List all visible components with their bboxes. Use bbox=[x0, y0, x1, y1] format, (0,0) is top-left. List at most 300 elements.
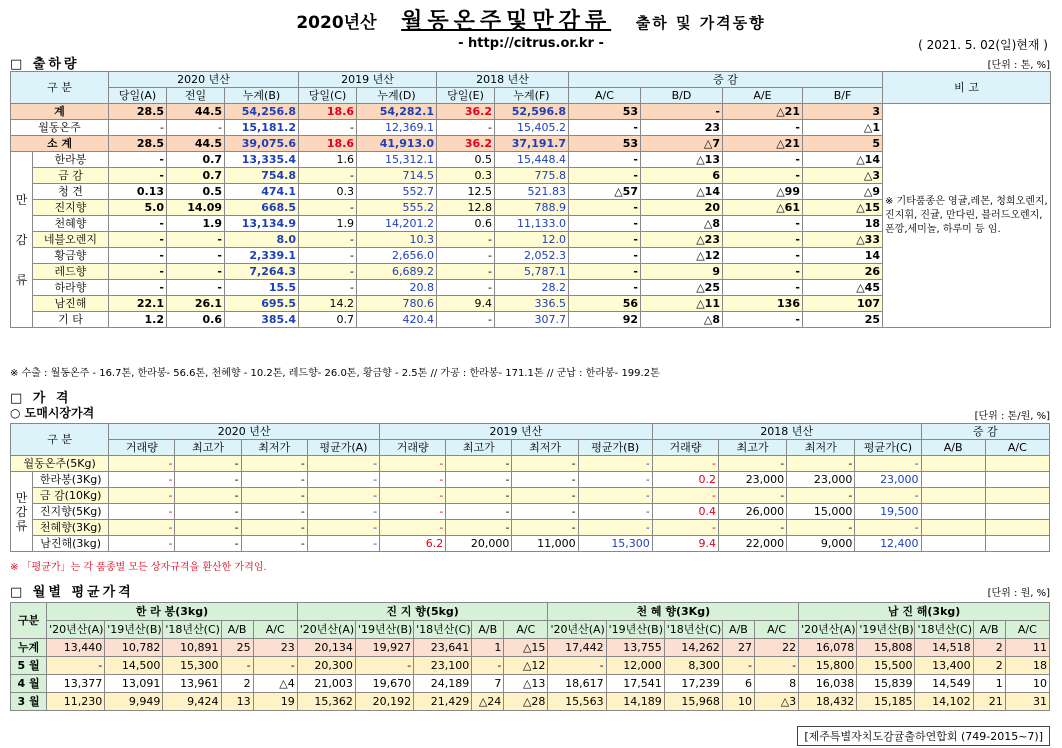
data-cell: 0.5 bbox=[167, 184, 225, 200]
data-cell: 0.6 bbox=[437, 216, 495, 232]
data-cell: 15,405.2 bbox=[495, 120, 569, 136]
data-cell: 28.5 bbox=[109, 136, 167, 152]
group-char: 감 bbox=[15, 504, 28, 519]
data-cell: 5,787.1 bbox=[495, 264, 569, 280]
data-cell: - bbox=[652, 456, 718, 472]
row-label: 네블오렌지 bbox=[33, 232, 109, 248]
data-cell: 14.2 bbox=[299, 296, 357, 312]
header-2020: 2020 년산 bbox=[109, 72, 299, 88]
data-cell: - bbox=[241, 472, 307, 488]
data-cell: 24,189 bbox=[414, 675, 472, 693]
month-label: 누계 bbox=[11, 639, 47, 657]
data-cell: - bbox=[299, 280, 357, 296]
data-cell: 20.8 bbox=[357, 280, 437, 296]
column-header: 거래량 bbox=[652, 440, 718, 456]
data-cell: △3 bbox=[754, 693, 798, 711]
table-row bbox=[11, 520, 1050, 536]
document-subtitle: 출하 및 가격동향 bbox=[635, 14, 766, 32]
row-label: 소 계 bbox=[11, 136, 109, 152]
data-cell: - bbox=[109, 248, 167, 264]
data-cell: 26.1 bbox=[167, 296, 225, 312]
data-cell: 0.6 bbox=[167, 312, 225, 328]
data-cell: 14,201.2 bbox=[357, 216, 437, 232]
data-cell: 44.5 bbox=[167, 104, 225, 120]
column-header: 전일 bbox=[167, 88, 225, 104]
data-cell: - bbox=[299, 232, 357, 248]
column-header: '20년산(A) bbox=[548, 621, 606, 639]
data-cell: - bbox=[569, 280, 641, 296]
row-label: 월동온주 bbox=[11, 120, 109, 136]
data-cell: - bbox=[241, 504, 307, 520]
column-header: '20년산(A) bbox=[47, 621, 105, 639]
data-cell: 10,782 bbox=[105, 639, 163, 657]
column-header: A/B bbox=[722, 621, 754, 639]
section-shipment-title: □ 출하량 bbox=[10, 57, 80, 72]
column-header: 평균가(C) bbox=[855, 440, 921, 456]
column-header: 최저가 bbox=[787, 440, 855, 456]
column-header: 최고가 bbox=[175, 440, 241, 456]
header-change: 증 감 bbox=[921, 424, 1049, 440]
section-shipment-unit: [단위 : 톤, %] bbox=[987, 60, 1050, 71]
data-cell: 8,300 bbox=[664, 657, 722, 675]
data-cell: 37,191.7 bbox=[495, 136, 569, 152]
data-cell: 15,000 bbox=[787, 504, 855, 520]
data-cell: △14 bbox=[803, 152, 883, 168]
group-char: 류 bbox=[15, 518, 28, 533]
data-cell: - bbox=[307, 536, 379, 552]
row-label: 하라향 bbox=[33, 280, 109, 296]
data-cell: - bbox=[167, 280, 225, 296]
data-cell: 6 bbox=[641, 168, 723, 184]
data-cell: - bbox=[109, 488, 175, 504]
data-cell: 0.7 bbox=[299, 312, 357, 328]
data-cell: - bbox=[221, 657, 253, 675]
data-cell: 13,377 bbox=[47, 675, 105, 693]
data-cell: 16,038 bbox=[799, 675, 857, 693]
data-cell: - bbox=[578, 504, 652, 520]
data-cell bbox=[921, 536, 985, 552]
data-cell: 12,400 bbox=[855, 536, 921, 552]
table-row bbox=[11, 504, 1050, 520]
data-cell: - bbox=[109, 152, 167, 168]
data-cell: - bbox=[723, 120, 803, 136]
data-cell: 0.3 bbox=[437, 168, 495, 184]
data-cell: - bbox=[109, 520, 175, 536]
table-row bbox=[11, 488, 1050, 504]
data-cell: - bbox=[109, 264, 167, 280]
data-cell: - bbox=[723, 264, 803, 280]
data-cell: 53 bbox=[569, 136, 641, 152]
data-cell: - bbox=[723, 312, 803, 328]
group-label-mangamryu bbox=[11, 472, 33, 552]
column-header: 누계(F) bbox=[495, 88, 569, 104]
data-cell: 15,300 bbox=[163, 657, 221, 675]
header-remark: 비 고 bbox=[883, 72, 1051, 104]
data-cell bbox=[985, 520, 1049, 536]
data-cell: △25 bbox=[641, 280, 723, 296]
data-cell: 2 bbox=[973, 639, 1005, 657]
row-label: 남진해(3kg) bbox=[33, 536, 109, 552]
header-row bbox=[11, 440, 1050, 456]
row-label: 금 감 bbox=[33, 168, 109, 184]
group-label-mangamryu bbox=[11, 152, 33, 328]
data-cell: - bbox=[167, 232, 225, 248]
data-cell: 52,596.8 bbox=[495, 104, 569, 120]
month-label: 4 월 bbox=[11, 675, 47, 693]
data-cell: 5 bbox=[803, 136, 883, 152]
row-label: 금 감(10Kg) bbox=[33, 488, 109, 504]
data-cell: 2,656.0 bbox=[357, 248, 437, 264]
data-cell: 22.1 bbox=[109, 296, 167, 312]
data-cell: △57 bbox=[569, 184, 641, 200]
group-char: 만 bbox=[15, 192, 28, 207]
data-cell: 5.0 bbox=[109, 200, 167, 216]
document-title-line bbox=[0, 4, 1062, 35]
table-row bbox=[11, 675, 1050, 693]
month-label: 5 월 bbox=[11, 657, 47, 675]
data-cell: - bbox=[855, 456, 921, 472]
data-cell: 14,262 bbox=[664, 639, 722, 657]
data-cell: - bbox=[437, 280, 495, 296]
column-header: A/C bbox=[1005, 621, 1049, 639]
data-cell: 1.6 bbox=[299, 152, 357, 168]
data-cell: 420.4 bbox=[357, 312, 437, 328]
data-cell: 20,300 bbox=[297, 657, 355, 675]
data-cell: - bbox=[472, 657, 504, 675]
data-cell: - bbox=[109, 280, 167, 296]
data-cell: 552.7 bbox=[357, 184, 437, 200]
data-cell: 21,003 bbox=[297, 675, 355, 693]
data-cell: 17,442 bbox=[548, 639, 606, 657]
data-cell: △13 bbox=[641, 152, 723, 168]
data-cell: - bbox=[380, 456, 446, 472]
data-cell: 10 bbox=[722, 693, 754, 711]
data-cell bbox=[921, 456, 985, 472]
data-cell: - bbox=[723, 216, 803, 232]
data-cell: 23 bbox=[253, 639, 297, 657]
table-row bbox=[11, 536, 1050, 552]
data-cell: 44.5 bbox=[167, 136, 225, 152]
data-cell: 13,755 bbox=[606, 639, 664, 657]
data-cell: 555.2 bbox=[357, 200, 437, 216]
row-label: 진지향(5Kg) bbox=[33, 504, 109, 520]
header-row bbox=[11, 621, 1050, 639]
data-cell: △21 bbox=[723, 104, 803, 120]
data-cell: - bbox=[299, 120, 357, 136]
data-cell: - bbox=[719, 456, 787, 472]
group-char: 감 bbox=[15, 232, 28, 247]
data-cell: 26,000 bbox=[719, 504, 787, 520]
data-cell: 2,052.3 bbox=[495, 248, 569, 264]
data-cell: 2,339.1 bbox=[225, 248, 299, 264]
data-cell: 1.9 bbox=[299, 216, 357, 232]
column-header: 최고가 bbox=[719, 440, 787, 456]
data-cell: 0.4 bbox=[652, 504, 718, 520]
data-cell: 11,133.0 bbox=[495, 216, 569, 232]
document-title: 월동온주및만감류 bbox=[401, 9, 612, 34]
data-cell: - bbox=[175, 488, 241, 504]
data-cell: - bbox=[787, 488, 855, 504]
data-cell: 18.6 bbox=[299, 136, 357, 152]
data-cell: - bbox=[578, 520, 652, 536]
data-cell: - bbox=[578, 488, 652, 504]
website-url[interactable]: - http://citrus.or.kr - bbox=[458, 36, 604, 51]
data-cell: - bbox=[380, 488, 446, 504]
column-header: A/C bbox=[253, 621, 297, 639]
data-cell: - bbox=[380, 520, 446, 536]
table-row bbox=[11, 104, 1051, 120]
data-cell: 385.4 bbox=[225, 312, 299, 328]
table-row bbox=[11, 657, 1050, 675]
column-header: A/C bbox=[569, 88, 641, 104]
header-row bbox=[11, 72, 1051, 88]
data-cell: 521.83 bbox=[495, 184, 569, 200]
row-label: 한라봉 bbox=[33, 152, 109, 168]
data-cell: 775.8 bbox=[495, 168, 569, 184]
header-gubun: 구 분 bbox=[11, 72, 109, 104]
table-row bbox=[11, 639, 1050, 657]
remark-text: ※ 기타품종은 영귤,레몬, 청희오렌지, 진지휘, 진귤, 만다린, 블러드오렌지, 폰깡,세미놀, 하루미 등 임. bbox=[885, 195, 1048, 235]
row-label: 계 bbox=[11, 104, 109, 120]
data-cell: 0.7 bbox=[167, 168, 225, 184]
month-label: 3 월 bbox=[11, 693, 47, 711]
column-header: B/D bbox=[641, 88, 723, 104]
data-cell: △15 bbox=[803, 200, 883, 216]
data-cell: - bbox=[299, 200, 357, 216]
data-cell: - bbox=[512, 456, 578, 472]
data-cell: △12 bbox=[641, 248, 723, 264]
row-label: 진지향 bbox=[33, 200, 109, 216]
data-cell: △33 bbox=[803, 232, 883, 248]
data-cell: 9,949 bbox=[105, 693, 163, 711]
data-cell: 336.5 bbox=[495, 296, 569, 312]
data-cell: 13,335.4 bbox=[225, 152, 299, 168]
data-cell: 26 bbox=[803, 264, 883, 280]
data-cell: 474.1 bbox=[225, 184, 299, 200]
report-date: ( 2021. 5. 02(일)현재 ) bbox=[918, 38, 1048, 52]
data-cell: - bbox=[512, 488, 578, 504]
column-header: '20년산(A) bbox=[799, 621, 857, 639]
data-cell: 107 bbox=[803, 296, 883, 312]
data-cell: 695.5 bbox=[225, 296, 299, 312]
column-header: A/B bbox=[973, 621, 1005, 639]
data-cell: - bbox=[109, 536, 175, 552]
row-label: 천혜향(3Kg) bbox=[33, 520, 109, 536]
data-cell: △15 bbox=[504, 639, 548, 657]
column-header: '19년산(B) bbox=[105, 621, 163, 639]
data-cell: 15,800 bbox=[799, 657, 857, 675]
column-header: 당일(E) bbox=[437, 88, 495, 104]
data-cell: - bbox=[723, 168, 803, 184]
header-change: 증 감 bbox=[569, 72, 883, 88]
column-header: '18년산(C) bbox=[414, 621, 472, 639]
row-label: 남진해 bbox=[33, 296, 109, 312]
data-cell: 307.7 bbox=[495, 312, 569, 328]
data-cell: △4 bbox=[253, 675, 297, 693]
data-cell: - bbox=[512, 520, 578, 536]
column-header: A/C bbox=[985, 440, 1049, 456]
data-cell: - bbox=[299, 168, 357, 184]
data-cell bbox=[921, 488, 985, 504]
data-cell: △1 bbox=[803, 120, 883, 136]
column-header: 평균가(B) bbox=[578, 440, 652, 456]
data-cell: - bbox=[307, 456, 379, 472]
data-cell: 14,500 bbox=[105, 657, 163, 675]
data-cell: △45 bbox=[803, 280, 883, 296]
data-cell: - bbox=[754, 657, 798, 675]
data-cell: - bbox=[109, 472, 175, 488]
export-note: ※ 수출 : 월동온주 - 16.7톤, 한라봉- 56.6톤, 천혜향 - 10.2톤, 레드향- 26.0톤, 황금향 - 2.5톤 // 가공 : 한라봉- 171.1톤 // 군납 : 한라봉- 199.2톤 bbox=[10, 368, 660, 379]
data-cell: 19,927 bbox=[355, 639, 413, 657]
section-monthly-unit: [단위 : 원, %] bbox=[987, 588, 1050, 599]
data-cell bbox=[985, 488, 1049, 504]
data-cell: △12 bbox=[504, 657, 548, 675]
data-cell: - bbox=[548, 657, 606, 675]
data-cell: 13,440 bbox=[47, 639, 105, 657]
data-cell: - bbox=[175, 504, 241, 520]
data-cell: 9 bbox=[641, 264, 723, 280]
data-cell: 54,256.8 bbox=[225, 104, 299, 120]
data-cell: 12.8 bbox=[437, 200, 495, 216]
data-cell: 13,091 bbox=[105, 675, 163, 693]
data-cell: 1 bbox=[472, 639, 504, 657]
data-cell: - bbox=[355, 657, 413, 675]
table-row bbox=[11, 472, 1050, 488]
data-cell: 10 bbox=[1005, 675, 1049, 693]
data-cell: - bbox=[722, 657, 754, 675]
data-cell: 11,230 bbox=[47, 693, 105, 711]
data-cell: 7,264.3 bbox=[225, 264, 299, 280]
data-cell: 19,670 bbox=[355, 675, 413, 693]
data-cell: 19 bbox=[253, 693, 297, 711]
column-header: A/B bbox=[921, 440, 985, 456]
column-header: 최저가 bbox=[512, 440, 578, 456]
data-cell: - bbox=[380, 504, 446, 520]
data-cell: 23,100 bbox=[414, 657, 472, 675]
data-cell: - bbox=[175, 456, 241, 472]
data-cell: 53 bbox=[569, 104, 641, 120]
data-cell: 23 bbox=[641, 120, 723, 136]
monthly-price-table bbox=[10, 602, 1050, 711]
data-cell: 668.5 bbox=[225, 200, 299, 216]
title-year: 2020년산 bbox=[296, 13, 377, 33]
data-cell: 3 bbox=[803, 104, 883, 120]
column-header: 누계(D) bbox=[357, 88, 437, 104]
data-cell: - bbox=[380, 472, 446, 488]
header-2018: 2018 년산 bbox=[437, 72, 569, 88]
data-cell: - bbox=[855, 488, 921, 504]
data-cell: △14 bbox=[641, 184, 723, 200]
data-cell: - bbox=[719, 520, 787, 536]
data-cell: 13,400 bbox=[915, 657, 973, 675]
header-gubun: 구분 bbox=[11, 603, 47, 639]
data-cell: - bbox=[652, 520, 718, 536]
data-cell: 754.8 bbox=[225, 168, 299, 184]
data-cell: 25 bbox=[221, 639, 253, 657]
data-cell: - bbox=[446, 520, 512, 536]
data-cell: 21 bbox=[973, 693, 1005, 711]
data-cell: 19,500 bbox=[855, 504, 921, 520]
data-cell: 788.9 bbox=[495, 200, 569, 216]
data-cell: 9,424 bbox=[163, 693, 221, 711]
data-cell: 12.5 bbox=[437, 184, 495, 200]
data-cell: 1.9 bbox=[167, 216, 225, 232]
data-cell: 0.5 bbox=[437, 152, 495, 168]
data-cell: 9.4 bbox=[437, 296, 495, 312]
data-cell: 39,075.6 bbox=[225, 136, 299, 152]
column-header: 최저가 bbox=[241, 440, 307, 456]
data-cell: 6.2 bbox=[380, 536, 446, 552]
data-cell: 17,541 bbox=[606, 675, 664, 693]
column-header: '18년산(C) bbox=[915, 621, 973, 639]
data-cell: 9.4 bbox=[652, 536, 718, 552]
data-cell: △7 bbox=[641, 136, 723, 152]
section-price-unit: [단위 : 톤/원, %] bbox=[974, 411, 1050, 422]
data-cell: 15,300 bbox=[578, 536, 652, 552]
data-cell: △11 bbox=[641, 296, 723, 312]
data-cell: - bbox=[569, 200, 641, 216]
data-cell: - bbox=[569, 168, 641, 184]
data-cell: 11 bbox=[1005, 639, 1049, 657]
data-cell: 0.7 bbox=[167, 152, 225, 168]
data-cell: - bbox=[307, 504, 379, 520]
data-cell: 11,000 bbox=[512, 536, 578, 552]
data-cell: 20,134 bbox=[297, 639, 355, 657]
data-cell: - bbox=[109, 120, 167, 136]
data-cell: 1 bbox=[973, 675, 1005, 693]
data-cell: - bbox=[241, 520, 307, 536]
column-header: A/E bbox=[723, 88, 803, 104]
data-cell: 20,000 bbox=[446, 536, 512, 552]
data-cell: 12,000 bbox=[606, 657, 664, 675]
data-cell: 28.2 bbox=[495, 280, 569, 296]
data-cell: 15,968 bbox=[664, 693, 722, 711]
data-cell: - bbox=[569, 216, 641, 232]
data-cell: 27 bbox=[722, 639, 754, 657]
data-cell: - bbox=[723, 232, 803, 248]
data-cell: 15,312.1 bbox=[357, 152, 437, 168]
row-label: 청 견 bbox=[33, 184, 109, 200]
row-label: 황금향 bbox=[33, 248, 109, 264]
data-cell bbox=[921, 472, 985, 488]
data-cell: - bbox=[787, 456, 855, 472]
data-cell: - bbox=[109, 168, 167, 184]
data-cell: 7 bbox=[472, 675, 504, 693]
data-cell: 15,500 bbox=[857, 657, 915, 675]
data-cell: 18.6 bbox=[299, 104, 357, 120]
data-cell: - bbox=[569, 232, 641, 248]
table-row bbox=[11, 693, 1050, 711]
data-cell: - bbox=[641, 104, 723, 120]
data-cell: △13 bbox=[504, 675, 548, 693]
data-cell: - bbox=[167, 120, 225, 136]
data-cell: 23,000 bbox=[787, 472, 855, 488]
data-cell: - bbox=[569, 248, 641, 264]
data-cell: 23,641 bbox=[414, 639, 472, 657]
data-cell: 15,448.4 bbox=[495, 152, 569, 168]
data-cell: 36.2 bbox=[437, 104, 495, 120]
data-cell: 6,689.2 bbox=[357, 264, 437, 280]
data-cell: - bbox=[299, 264, 357, 280]
header-gubun: 구 분 bbox=[11, 424, 109, 456]
data-cell: - bbox=[569, 264, 641, 280]
data-cell: - bbox=[652, 488, 718, 504]
data-cell: 18 bbox=[1005, 657, 1049, 675]
variety-header: 한 라 봉(3kg) bbox=[47, 603, 298, 621]
data-cell: 14 bbox=[803, 248, 883, 264]
data-cell: - bbox=[241, 488, 307, 504]
column-header: 당일(A) bbox=[109, 88, 167, 104]
